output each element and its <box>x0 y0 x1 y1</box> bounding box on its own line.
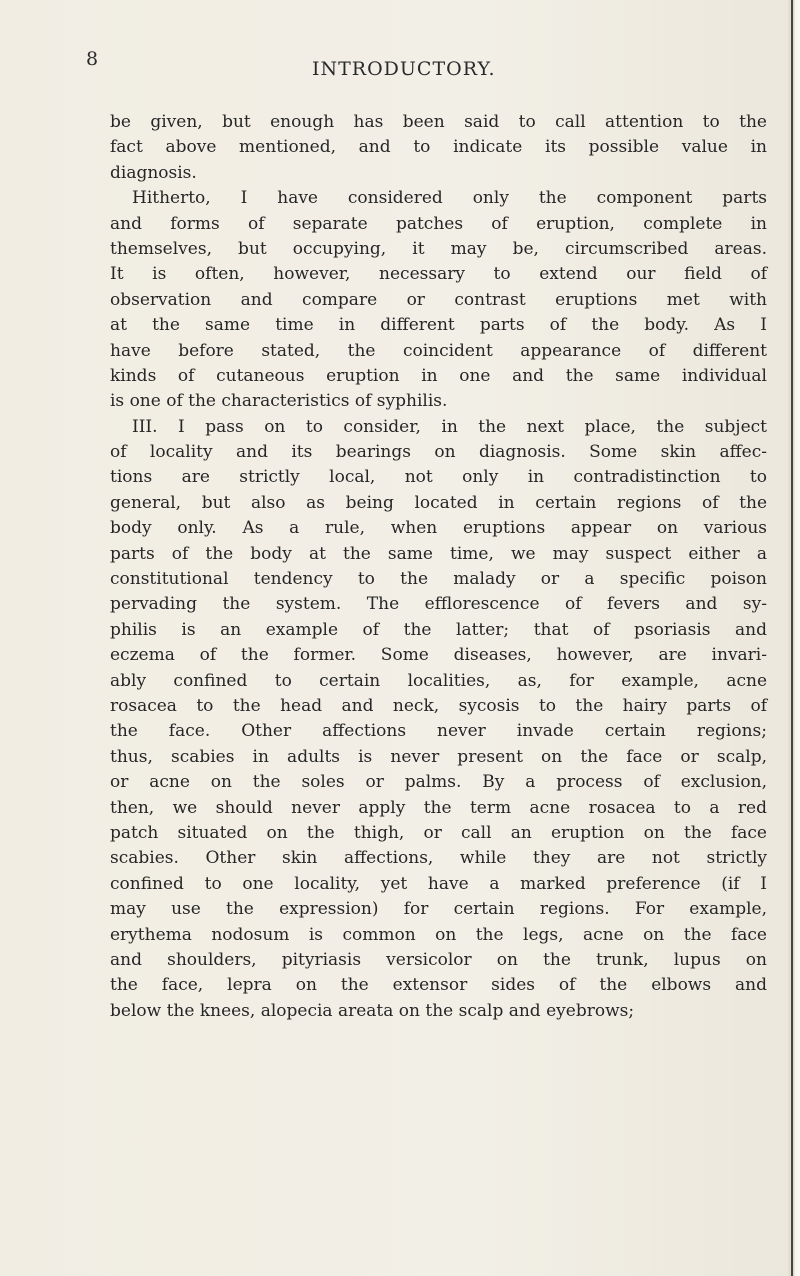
text-line: then, we should never apply the term acne rosacea to a red <box>110 797 767 818</box>
text-line: constitutional tendency to the malady or a specific poison <box>110 569 767 590</box>
text-line: patch situated on the thigh, or call an eruption on the face <box>110 822 767 843</box>
body-text <box>110 110 767 1024</box>
text-line: and forms of separate patches of eruption, complete in <box>110 213 767 234</box>
text-line: or acne on the soles or palms. By a process of exclusion, <box>110 772 767 793</box>
text-line: erythema nodosum is common on the legs, acne on the face <box>110 924 767 945</box>
paragraph-start-line: Hitherto, I have considered only the component parts <box>132 188 767 209</box>
text-line: the face, lepra on the extensor sides of the elbows and <box>110 975 767 996</box>
page-number: 8 <box>86 48 99 70</box>
text-line: philis is an example of the latter; that of psoriasis and <box>110 619 767 640</box>
text-line: is one of the characteristics of syphilis. <box>110 391 448 412</box>
text-line: fact above mentioned, and to indicate its possible value in <box>110 137 767 158</box>
text-line: ably confined to certain localities, as, for example, acne <box>110 670 767 691</box>
text-line: be given, but enough has been said to call attention to the <box>110 112 767 132</box>
text-line: confined to one locality, yet have a marked preference (if I <box>110 873 767 894</box>
text-line: It is often, however, necessary to extend our field of <box>110 264 767 285</box>
page-header <box>0 48 800 88</box>
page-edge <box>788 0 800 1276</box>
text-line: have before stated, the coincident appearance of different <box>110 340 767 361</box>
text-line: the face. Other affections never invade certain regions; <box>110 721 767 742</box>
text-line: pervading the system. The efflorescence of fevers and sy- <box>110 594 767 615</box>
text-line: themselves, but occupying, it may be, circumscribed areas. <box>110 238 767 259</box>
text-line: at the same time in different parts of the body. As I <box>110 315 767 336</box>
text-line: below the knees, alopecia areata on the scalp and eyebrows; <box>110 1000 635 1021</box>
text-line: rosacea to the head and neck, sycosis to the hairy parts of <box>110 695 767 716</box>
text-line: tions are strictly local, not only in contradistinction to <box>110 467 767 488</box>
text-line: general, but also as being located in certain regions of the <box>110 492 767 513</box>
text-line: kinds of cutaneous eruption in one and the same individual <box>110 365 767 386</box>
text-line: may use the expression) for certain regions. For example, <box>110 899 767 920</box>
text-line: scabies. Other skin affections, while they are not strictly <box>110 848 767 869</box>
text-line: and shoulders, pityriasis versicolor on the trunk, lupus on <box>110 949 767 970</box>
paragraph-start-line: III. I pass on to consider, in the next place, the subject <box>132 416 767 437</box>
text-line: parts of the body at the same time, we may suspect either a <box>110 543 767 564</box>
text-line: observation and compare or contrast eruptions met with <box>110 289 767 310</box>
text-line: body only. As a rule, when eruptions appear on various <box>110 518 767 539</box>
text-line: thus, scabies in adults is never present on the face or scalp, <box>110 746 767 767</box>
text-line: diagnosis. <box>110 162 197 183</box>
running-head: INTRODUCTORY. <box>312 58 496 80</box>
text-line: eczema of the former. Some diseases, however, are invari- <box>110 645 767 666</box>
text-line: of locality and its bearings on diagnosis. Some skin affec- <box>110 442 767 463</box>
